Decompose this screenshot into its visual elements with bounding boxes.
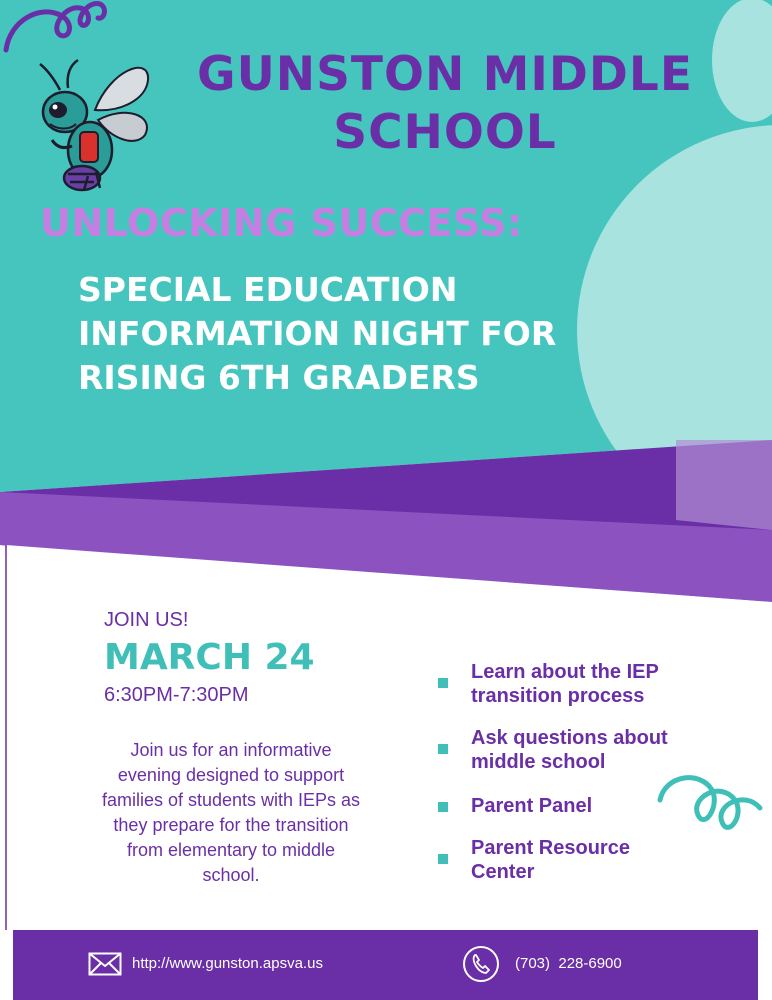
envelope-icon [88, 952, 122, 976]
bullet-text-line2: Center [471, 861, 535, 883]
event-title-line1: SPECIAL EDUCATION [78, 270, 458, 309]
bullet-text-line1: Ask questions about [471, 727, 668, 749]
bullet-text-line2: transition process [471, 685, 645, 707]
bullet-square-icon [438, 854, 448, 864]
bullet-square-icon [438, 744, 448, 754]
phone-icon [462, 945, 500, 983]
bullet-text-line2: middle school [471, 751, 606, 773]
school-name-line2: SCHOOL [333, 105, 557, 160]
phone-number[interactable]: (703) 228-6900 [515, 955, 622, 972]
bullet-square-icon [438, 678, 448, 688]
list-item [438, 726, 738, 774]
bullet-square-icon [438, 802, 448, 812]
bubble-overlap [676, 440, 772, 530]
contact-footer [13, 930, 758, 1000]
school-name-line1: GUNSTON MIDDLE [197, 47, 693, 102]
headline: UNLOCKING SUCCESS: [40, 201, 523, 245]
event-title-line3: RISING 6TH GRADERS [78, 358, 480, 397]
hornet-mascot-icon [30, 50, 160, 195]
list-item [438, 794, 738, 818]
website-link[interactable]: http://www.gunston.apsva.us [132, 955, 323, 972]
event-title [78, 268, 638, 400]
agenda-list [438, 660, 738, 884]
join-label: JOIN US! [104, 609, 189, 631]
list-item [438, 660, 738, 708]
list-item [438, 836, 738, 884]
event-date: MARCH 24 [104, 637, 315, 678]
bullet-text-line1: Learn about the IEP [471, 661, 659, 683]
bullet-text-line1: Parent Panel [471, 795, 593, 817]
event-title-line2: INFORMATION NIGHT FOR [78, 314, 557, 353]
event-description: Join us for an informative evening designed to support families of students with IEPs as they prepare for the transition from elementary to middle school. [101, 740, 361, 885]
bullet-text-line1: Parent Resource [471, 837, 630, 859]
event-time: 6:30PM-7:30PM [104, 684, 249, 706]
school-name [160, 46, 730, 162]
